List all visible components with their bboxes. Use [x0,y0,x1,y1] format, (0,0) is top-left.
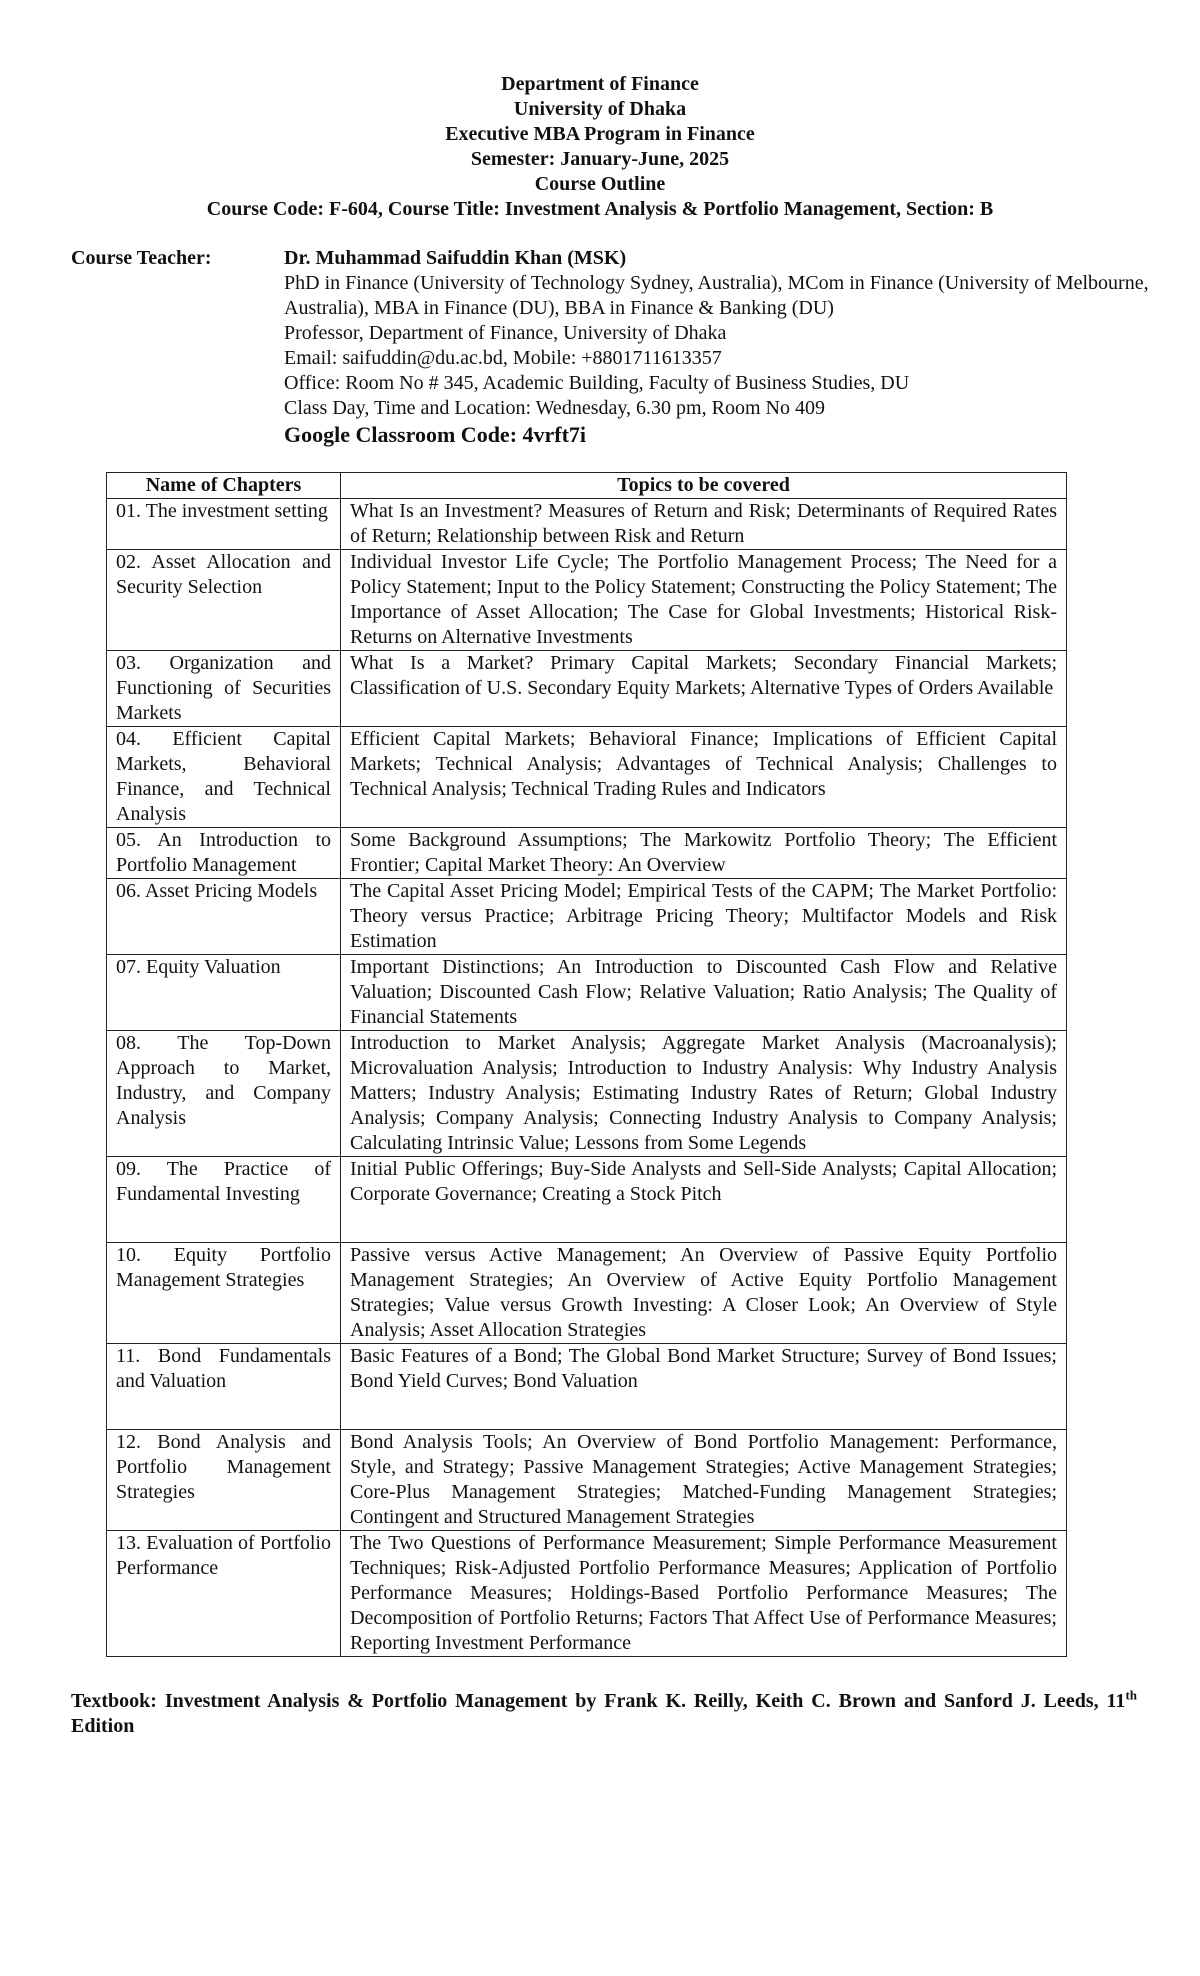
table-row [107,499,1067,550]
table-row [107,955,1067,1031]
google-classroom-code: Google Classroom Code: 4vrft7i [284,422,587,447]
chapter-topics: Individual Investor Life Cycle; The Portfolio Management Process; The Need for a Policy Statement; Input to the Policy Statement; Constructing the Policy Statement; The Importance of Asset Allocation; The Case for Global Investments; Historical Risk-Returns on Alternative Investments [341,550,1067,651]
chapter-name: 05. An Introduction to Portfolio Management [107,828,341,879]
column-header-topics: Topics to be covered [341,473,1067,499]
chapter-topics: What Is an Investment? Measures of Return and Risk; Determinants of Required Rates of Return; Relationship between Risk and Return [341,499,1067,550]
chapter-topics: What Is a Market? Primary Capital Markets; Secondary Financial Markets; Classification of U.S. Secondary Equity Markets; Alternative Types of Orders Available [341,651,1067,727]
chapter-topics: Basic Features of a Bond; The Global Bond Market Structure; Survey of Bond Issues; Bond Yield Curves; Bond Valuation [341,1344,1067,1430]
table-row [107,1344,1067,1430]
chapter-name: 11. Bond Fundamentals and Valuation [107,1344,341,1430]
university-name: University of Dhaka [513,98,687,120]
chapter-name: 09. The Practice of Fundamental Investing [107,1157,341,1243]
chapter-topics: The Capital Asset Pricing Model; Empirical Tests of the CAPM; The Market Portfolio: Theory versus Practice; Arbitrage Pricing Theory; Multifactor Models and Risk Estimation [341,879,1067,955]
teacher-name: Dr. Muhammad Saifuddin Khan (MSK) [284,247,627,269]
chapter-name: 12. Bond Analysis and Portfolio Management Strategies [107,1430,341,1531]
table-row [107,1243,1067,1344]
chapter-topics: The Two Questions of Performance Measurement; Simple Performance Measurement Techniques; Risk-Adjusted Portfolio Performance Measures; Application of Portfolio Performance Measures; Holdings-Based Portfolio Performance Measures; The Decomposition of Portfolio Returns; Factors That Affect Use of Performance Measures; Reporting Investment Performance [341,1531,1067,1657]
chapter-topics: Initial Public Offerings; Buy-Side Analysts and Sell-Side Analysts; Capital Allocation; Corporate Governance; Creating a Stock Pitch [341,1157,1067,1243]
chapter-name: 08. The Top-Down Approach to Market, Industry, and Company Analysis [107,1031,341,1157]
teacher-contact: Email: saifuddin@du.ac.bd, Mobile: +8801711613357 [284,347,722,369]
document-title: Course Outline [534,173,666,195]
chapter-name: 06. Asset Pricing Models [107,879,341,955]
table-row [107,651,1067,727]
chapter-topics: Some Background Assumptions; The Markowitz Portfolio Theory; The Efficient Frontier; Capital Market Theory: An Overview [341,828,1067,879]
chapter-name: 13. Evaluation of Portfolio Performance [107,1531,341,1657]
course-teacher-details [284,246,1200,448]
chapter-name: 10. Equity Portfolio Management Strategies [107,1243,341,1344]
teacher-position: Professor, Department of Finance, University of Dhaka [284,322,727,344]
textbook-reference [71,1689,1137,1739]
document-header [60,72,1140,222]
teacher-office: Office: Room No # 345, Academic Building, Faculty of Business Studies, DU [284,372,910,394]
textbook-text: Textbook: Investment Analysis & Portfolio Management by Frank K. Reilly, Keith C. Brown and Sanford J. Leeds, 11 [71,1690,1126,1712]
class-schedule: Class Day, Time and Location: Wednesday, 6.30 pm, Room No 409 [284,397,825,419]
teacher-qualifications: PhD in Finance (University of Technology Sydney, Australia), MCom in Finance (University of Melbourne, Australia), MBA in Finance (DU), BBA in Finance & Banking (DU) [284,272,1149,319]
edition-suffix: Edition [71,1715,135,1737]
chapter-name: 02. Asset Allocation and Security Selection [107,550,341,651]
chapter-topics: Introduction to Market Analysis; Aggregate Market Analysis (Macroanalysis); Microvaluation Analysis; Introduction to Industry Analysis: Why Industry Analysis Matters; Industry Analysis; Estimating Industry Rates of Return; Global Industry Analysis; Company Analysis; Connecting Industry Analysis to Company Analysis; Calculating Intrinsic Value; Lessons from Some Legends [341,1031,1067,1157]
table-row [107,1531,1067,1657]
table-row [107,727,1067,828]
chapter-name: 07. Equity Valuation [107,955,341,1031]
table-row [107,1157,1067,1243]
edition-superscript: th [1125,1687,1137,1703]
table-header-row [107,473,1067,499]
chapter-name: 04. Efficient Capital Markets, Behavioral Finance, and Technical Analysis [107,727,341,828]
table-row [107,879,1067,955]
table-row [107,1031,1067,1157]
chapter-topics: Bond Analysis Tools; An Overview of Bond Portfolio Management: Performance, Style, and Strategy; Passive Management Strategies; Active Management Strategies; Core-Plus Management Strategies; Matched-Funding Management Strategies; Contingent and Structured Management Strategies [341,1430,1067,1531]
chapter-topics: Passive versus Active Management; An Overview of Passive Equity Portfolio Management Strategies; An Overview of Active Equity Portfolio Management Strategies; Value versus Growth Investing: A Closer Look; An Overview of Style Analysis; Asset Allocation Strategies [341,1243,1067,1344]
course-teacher-label: Course Teacher: [71,247,212,269]
chapter-topics: Important Distinctions; An Introduction to Discounted Cash Flow and Relative Valuation; Discounted Cash Flow; Relative Valuation; Ratio Analysis; The Quality of Financial Statements [341,955,1067,1031]
semester: Semester: January-June, 2025 [470,148,730,170]
course-info: Course Code: F-604, Course Title: Investment Analysis & Portfolio Management, Section: B [206,198,994,220]
chapter-name: 03. Organization and Functioning of Securities Markets [107,651,341,727]
chapter-topics: Efficient Capital Markets; Behavioral Finance; Implications of Efficient Capital Markets; Technical Analysis; Advantages of Technical Analysis; Challenges to Technical Analysis; Technical Trading Rules and Indicators [341,727,1067,828]
table-row [107,1430,1067,1531]
table-row [107,828,1067,879]
course-outline-table [106,472,1067,1657]
column-header-chapters: Name of Chapters [107,473,341,499]
department-name: Department of Finance [501,73,699,95]
table-row [107,550,1067,651]
chapter-name: 01. The investment setting [107,499,341,550]
program-name: Executive MBA Program in Finance [445,123,755,145]
